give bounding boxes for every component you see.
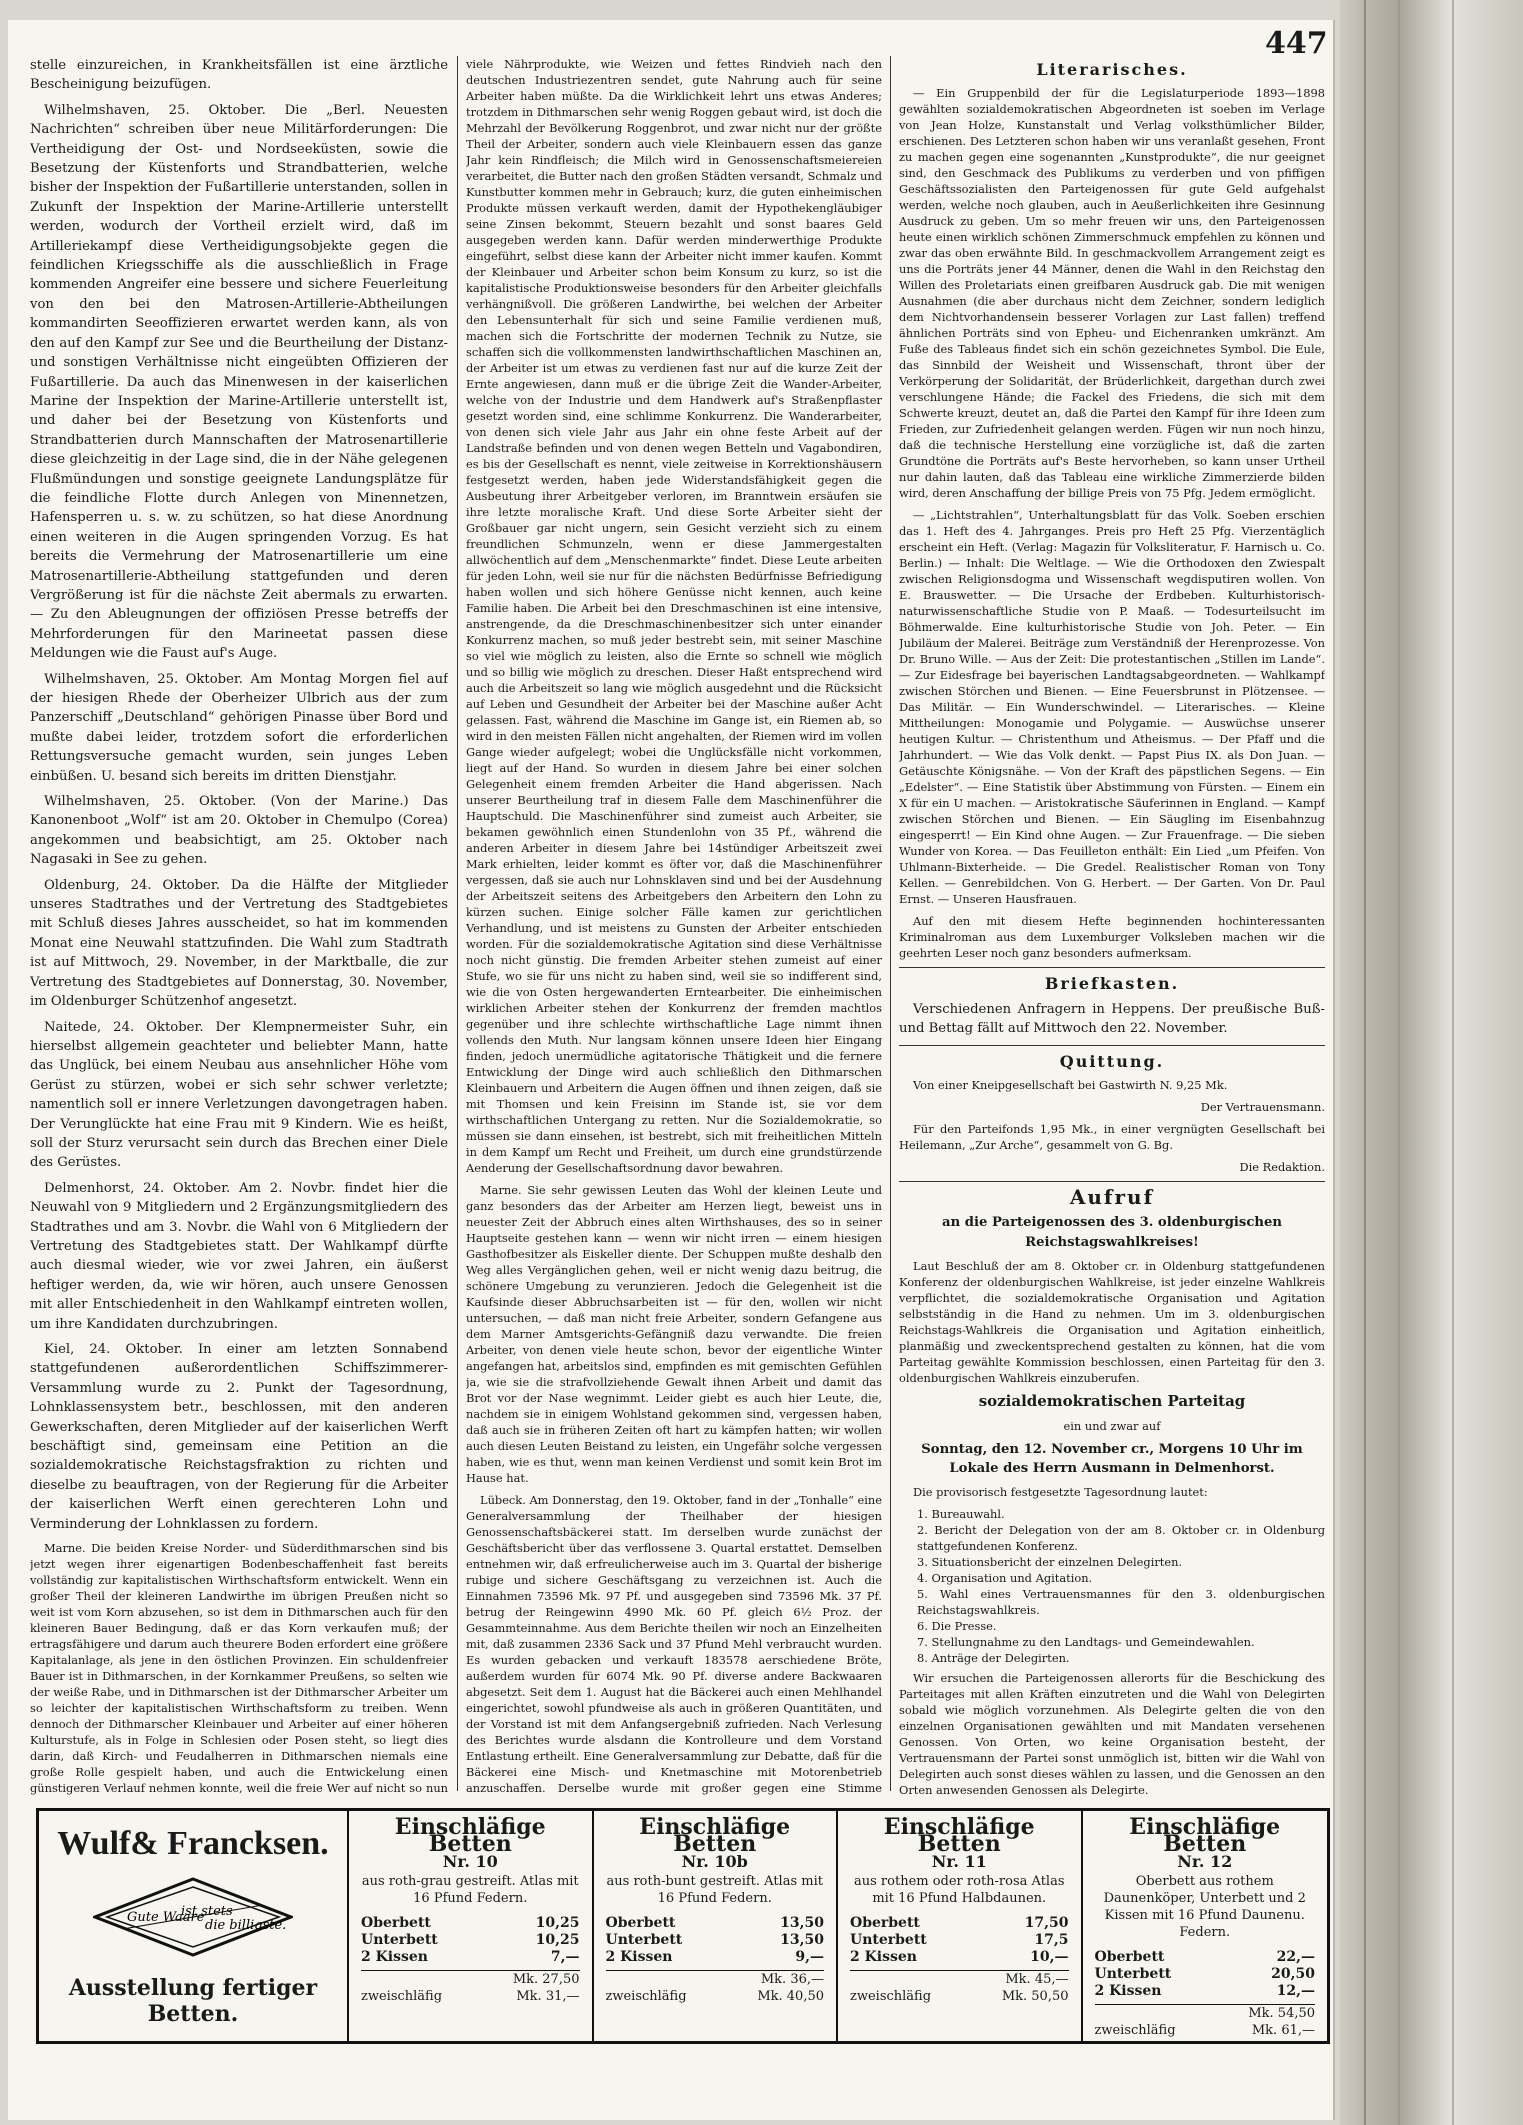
bed-price-row: Oberbett 13,50: [605, 1915, 824, 1931]
divider: [899, 1181, 1325, 1182]
aufruf-heading: Aufruf: [1069, 1185, 1155, 1210]
column-2: [466, 56, 882, 1796]
bed-number: Nr. 11: [931, 1852, 987, 1871]
article-paragraph-small: Marne. Sie sehr gewissen Leuten das Wohl der kleinen Leute und ganz besonders das der Arbeiter am Herzen liegt, beweist uns in neuester Zeit der Abbruch eines alten Wirthshauses, des so in seiner Hauptseite gestehen kann — wenn wir nicht irren — einem hiesigen Gasthofbesitzer als Eiskeller diente. Der Schuppen mußte deshalb den Weg alles Vergänglichen gehen, weil er nicht wenig dazu beitrug, die schönere Umgebung zu verunzieren. Jedoch die Gelegenheit ist die Kaufsinde dieser Abbruchsarbeiten ist — für den, wollen wir nicht untersuchen, — daß man nicht freie Arbeiter, sondern Gefangene aus dem Marner Amtsgerichts-Gefängniß dazu verwandte. Die freien Arbeiter, von denen viele heute schon, bevor der eigentliche Winter angefangen hat, arbeitslos sind, empfinden es mit gemischten Gefühlen ja, wie sie die strafvollziehende Gewalt ihnen Arbeit und damit das Brot vor der Nase wegnimmt. Leider giebt es auch hier Leute, die, nachdem sie in einigem Wohlstand gekommen sind, vergessen haben, daß auch sie in früheren Zeiten oft hart zu kämpfen hatten; wir wollen auch diesen Leuten Beistand zu leisten, ein Ungefähr solche vergessen haben, wie es thut, wenn man keinen Verdienst und somit kein Brot im Hause hat.: [466, 1183, 882, 1485]
column-rule: [457, 56, 458, 1791]
bed-price-row: 2 Kissen 12,—: [1094, 1983, 1315, 1999]
article-paragraph-small: Lübeck. Am Donnerstag, den 19. Oktober, fand in der „Tonhalle“ eine Generalversammlung der Theilhaber der hiesigen Genossenschaftsbäckerei statt. Im derselben wurde zunächst der Geschäftsbericht über das verflossene 3. Quartal erstattet. Demselben entnehmen wir, daß erfreulicherweise auch im 3. Quartal der bisherige rubige und sichere Geschäftsgang zu verzeichnen ist. Auch die Einnahmen 73596 Mk. 97 Pf. und ausgegeben sind 73596 Mk. 37 Pf. betrug der Reingewinn 4990 Mk. 60 Pf. gleich 6½ Proz. der Gesammteinnahme. Aus dem Berichte theilen wir noch an Einzelheiten mit, daß zusammen 2336 Sack und 37 Pfund Mehl verbraucht wurden. Es wurden gebacken und verkauft 183578 aerschiedene Bröte, außerdem wurden für 6074 Mk. 90 Pf. diverse andere Backwaaren abgesetzt. Seit dem 1. August hat die Bäckerei auch einen Mehlhandel eingerichtet, sowohl pfundweise als auch in größeren Quantitäten, und der Vorstand ist mit dem Anfangsergebniß zufrieden. Nach Verlesung des Berichtes wurde alsdann die Kontrolleure und dem Vorstand Entlastung ertheilt. Eine Generalversammlung zur Debatte, daß für die Bäckerei eine Misch- und Knetmaschine mit Motorenbetrieb anzuschaffen. Derselbe wurde mit großer gegen eine Stimme: [466, 1493, 882, 1795]
page-number: 447: [1265, 26, 1328, 61]
ad-tagline: Ausstellung fertiger Betten.: [68, 1975, 318, 2027]
tagesordnung-item: 2. Bericht der Delegation von der am 8. Oktober cr. in Oldenburg stattgefundenen Konferenz.: [917, 1523, 1325, 1554]
article-paragraph: stelle einzureichen, in Krankheitsfällen ist eine ärztliche Bescheinigung beizufügen.: [30, 58, 448, 93]
briefkasten-heading: Briefkasten.: [1044, 974, 1180, 994]
literarisches-paragraph: Auf den mit diesem Hefte beginnenden hochinteressanten Kriminalroman aus dem Luxemburger Volksleben machen wir die geehrten Leser noch ganz besonders aufmerksam.: [899, 914, 1325, 961]
bed-alt-price: zweischläfig Mk. 31,—: [361, 1989, 580, 2004]
parteitag-date: Sonntag, den 12. November cr., Morgens 10 Uhr im Lokale des Herrn Ausmann in Delmenhorst.: [921, 1441, 1303, 1477]
quittung-line: Von einer Kneipgesellschaft bei Gastwirth N. 9,25 Mk.: [913, 1078, 1228, 1093]
bed-number: Nr. 10b: [681, 1852, 748, 1871]
literarisches-paragraph: — Ein Gruppenbild der für die Legislaturperiode 1893—1898 gewählten sozialdemokratischen Abgeordneten ist soeben im Verlage von Jean Holze, Kunstanstalt und Verlag volksthümlicher Bilder, erschienen. Des Letzteren schon haben wir uns veranlaßt gesehen, Front zu machen gegen eine sogenannten „Kunstprodukte“, die nur geeignet sind, den Geschmack des Publikums zu verderben und von pfiffigen Geschäftssozialisten den Parteigenossen für gute Geld aufgehalst werden, welche noch glauben, auch in Aeußerlichkeiten ihre Gesinnung Ausdruck zu geben. Um so mehr freuen wir uns, den Parteigenossen heute einen wirklich schönen Zimmerschmuck empfehlen zu können und zwar das oben erwähnte Bild. In geschmackvollem Arrangement zeigt es uns die Porträts jener 44 Männer, denen die Wahl in den Reichstag den Willen des Proletariats einen greifbaren Ausdruck gab. Die mit wenigen Ausnahmen (die aber durchaus nicht dem Zeichner, sondern lediglich dem Nichtvorhandensein besserer Vorlagen zur Last fallen) treffend ähnlichen Porträts sind von Epheu- und Eichenranken umkränzt. Am Fuße des Tableaus findet sich ein schön gezeichnetes Symbol. Die Eule, das Sinnbild der Weisheit und Wissenschaft, thront über der Verkörperung der Solidarität, der Brüderlichkeit, dargethan durch zwei verschlungene Hände; die Fackel des Friedens, die sich mit dem Schwerte kreuzt, deutet an, daß die Partei den Kampf für ihre Ideen zum Frieden, zur Zufriedenheit gelangen werden. Fügen wir nun noch hinzu, daß die technische Herstellung eine vorzügliche ist, daß die zarten Grundtöne die Porträts auf's Beste hervorheben, so kann unser Urtheil nur dahin lauten, daß das Tableau eine wirkliche Zimmerzierde bilden wird, deren Anschaffung der billige Preis von 75 Pfg. Jedem ermöglicht.: [899, 86, 1325, 501]
tagesordnung-item: 3. Situationsbericht der einzelnen Delegirten.: [917, 1555, 1183, 1570]
bed-title: Einschläfige Betten: [1129, 1814, 1281, 1857]
ad-brand-name: Wulf& Francksen.: [57, 1825, 329, 1862]
tagesordnung-item: 7. Stellungnahme zu den Landtags- und Gemeindewahlen.: [917, 1635, 1255, 1650]
divider: [899, 1045, 1325, 1046]
tagesordnung-list: [899, 1506, 1325, 1666]
quittung-signature: Die Redaktion.: [1239, 1160, 1325, 1175]
bed-price-row: Unterbett 10,25: [361, 1932, 580, 1948]
bed-price-row: Unterbett 17,5: [850, 1932, 1069, 1948]
ad-slogan-b: ist stets: [181, 1904, 233, 1919]
article-paragraph-small: viele Nährprodukte, wie Weizen und fettes Rindvieh nach den deutschen Industriezentren sendet, gute Nahrung auch für seine Arbeiter haben müßte. Da die Wirklichkeit lehrt uns etwas Anderes; trotzdem in Dithmarschen sehr wenig Roggen gebaut wird, ist doch die Mehrzahl der Bevölkerung Roggenbrot, und zwar nicht nur der größte Theil der Arbeiter, sondern auch viele Kleinbauern essen das ganze Jahr kein Rindfleisch; die Milch wird in Genossenschaftsmeiereien verarbeitet, die Butter nach den großen Städten versandt, Schmalz und Kunstbutter kommen mehr in Gebrauch; kurz, die guten einheimischen Produkte müssen verkauft werden, damit der Hypothekengläubiger seine Zinsen bekommt, Steuern bezahlt und sonst baares Geld ausgegeben werden kann. Dafür werden minderwerthige Produkte eingeführt, selbst diese kann der Arbeiter nicht immer kaufen. Kommt der Kleinbauer und Arbeiter schon beim Konsum zu kurz, so ist die kapitalistische Produktionsweise besonders für den Arbeiter gleichfalls verhängnißvoll. Die größeren Landwirthe, bei welchen der Arbeiter den Lebensunterhalt für sich und seine Familie verdienen muß, machen sich die Fortschritte der modernen Technik zu Nutze, sie schaffen sich die vollkommensten landwirthschaftlichen Maschinen an, der Arbeiter ist um etwas zu verdienen fast nur auf die kurze Zeit der Ernte angewiesen, dann muß er die übrige Zeit die Wander-Arbeiter, welche von der Industrie und dem Handwerk auf's Straßenpflaster gesetzt worden sind, eine schlimme Konkurrenz. Die Wanderarbeiter, von denen sich viele Jahr aus Jahr ein ohne feste Arbeit auf der Landstraße befinden und von denen wegen Betteln und Vagabondiren, es bis der Gesellschaft es nennt, viele zeitweise in Korrektionshäusern festgesetzt werden, haben jede Widerstandsfähigkeit gegen die Ausbeutung ihrer Arbeitgeber verloren, im Branntwein ersäufen sie ihre letzte moralische Kraft. Und diese Sorte Arbeiter sieht der Großbauer gar nicht ungern, sein Gesicht verzieht sich zu einem freundlichen Schmunzeln, wenn er diese Jammergestalten allwöchentlich auf dem „Menschenmarkte“ findet. Diese Leute arbeiten für jeden Lohn, weil sie nur für die nächsten Bedürfnisse Befriedigung haben wollen und sich höhere Genüsse nicht kennen, auch keine Familie haben. Die Arbeit bei den Dreschmaschinen ist eine intensive, anstrengende, da die Dreschmaschinenbesitzer sich unter einander Konkurrenz machen, so muß jeder bestrebt sein, mit seiner Maschine so viel wie möglich zu leisten, also die Ernte so schnell wie möglich und so billig wie möglich zu dreschen. Dieser Haßt entsprechend wird auch die Arbeitszeit so lang wie möglich ausgedehnt und die Rücksicht auf Leben und Gesundheit der Arbeiter bei der Maschine außer Acht gelassen. Fast, während die Maschine im Gange ist, ein Riemen ab, so wird in den meisten Fällen nicht angehalten, der Riemen wird im vollen Gange wieder aufgelegt; wobei die Unglücksfälle nicht vorkommen, liegt auf der Hand. So wurden in diesem Jahre bei einer solchen Gelegenheit einem fremden Arbeiter die Hand abgerissen. Nach unserer Beurtheilung traf in diesem Falle dem Maschinenführer die Hauptschuld. Die Maschinenführer sind zumeist auch Arbeiter, sie bekamen gewöhnlich einen Stundenlohn von 35 Pf., während die anderen Arbeiter in diesem Jahre bei 14stündiger Arbeitszeit zwei Mark erhielten, leider kommt es öfter vor, daß die Maschinenführer vergessen, daß sie auch nur Lohnsklaven sind und bei der Ausdehnung der Arbeitszeit seitens des Arbeitgebers den Arbeitern den Lohn zu kürzen suchen. Einige solcher Fälle kamen zur gerichtlichen Verhandlung, und ist meistens zu Gunsten der Arbeiter entschieden worden. Für die sozialdemokratische Agitation sind diese Verhältnisse noch nicht günstig. Die fremden Arbeiter stehen zumeist auf einer Stufe, wo sie für uns nicht zu haben sind, weil sie so indifferent sind, wie die von Osten hergewanderten Erntearbeiter. Die einheimischen wirklichen Arbeiter stehen der Konkurrenz der fremden machtlos gegenüber und ihre schlechte wirthschaftliche Lage nimmt ihnen vollends den Muth. Nur langsam können unsere Ideen hier Eingang finden, jedoch unermüdliche agitatorische Thätigkeit und die fernere Entwicklung der Dinge wird auch schließlich den Dithmarschen Kleinbauern und Arbeitern die Augen öffnen und ihnen zeigen, daß sie mit Thomsen und kein Freisinn im Stande ist, sie vor dem wirthschaftlichen Untergang zu retten. Nur die Sozialdemokratie, so müssen sie dann einsehen, ist bestrebt, sich mit freiheitlichen Mitteln in dem Kampf um Recht und Freiheit, um durch eine grundstürzende Aenderung der Gesellschaftsordnung davor bewahren.: [466, 57, 882, 1175]
quittung-heading: Quittung.: [1059, 1051, 1165, 1071]
bed-price-row: Unterbett 13,50: [605, 1932, 824, 1948]
bed-alt-price: zweischläfig Mk. 40,50: [605, 1989, 824, 2004]
quittung-line: Für den Parteifonds 1,95 Mk., in einer vergnügten Gesellschaft bei Heilemann, „Zur Arche“, gesammelt von G. Bg.: [899, 1122, 1325, 1153]
article-paragraph: Wilhelmshaven, 25. Oktober. (Von der Marine.) Das Kanonenboot „Wolf“ ist am 20. Oktober in Chemulpo (Corea) angekommen und beabsichtigt, am 25. Oktober nach Nagasaki in See zu gehen.: [30, 794, 448, 868]
bed-offer: [1083, 1811, 1328, 2041]
book-binding: [1340, 0, 1523, 2125]
bed-description: Oberbett aus rothem Daunenköper, Unterbett und 2 Kissen mit 16 Pfund Daunenu. Federn.: [1103, 1874, 1306, 1940]
aufruf-ending: Wir ersuchen die Parteigenossen allerorts für die Beschickung des Parteitages mit allen Kräften einzutreten und die Wahl von Delegirten sobald wie möglich vorzunehmen. Als Delegirte gelten die von den einzelnen Organisationen gewählten und mit Mandaten versehenen Genossen. Von Orten, wo keine Organisation besteht, der Vertrauensmann der Partei sonst unmöglich ist, bitten wir die Wahl von Delegirten auch sonst dieses wählen zu lassen, und die Genossen an den Orten anwesenden Genossen als Delegirte.: [899, 1671, 1325, 1798]
ad-slogan-a: Gute Waare: [127, 1910, 205, 1925]
slogan-lozenge-icon: [93, 1877, 293, 1957]
tagesordnung-item: 6. Die Presse.: [917, 1619, 997, 1634]
column-1: [30, 56, 448, 1796]
article-paragraph: Wilhelmshaven, 25. Oktober. Die „Berl. Neuesten Nachrichten“ schreiben über neue Militärforderungen: Die Vertheidigung der Ost- und Nordseeküsten, sowie die Besetzung der Küstenforts und Strandbatterien, welche bisher der Inspektion der Fußartillerie unterstanden, sollen in Zukunft der Inspektion der Marine-Artillerie unterstellt werden, wodurch der Vortheil erzielt wird, daß im Artilleriekampf diese Vertheidigungsobjekte gegen die feindlichen Kriegsschiffe als die ausschließlich in Frage kommenden Angreifer eine bessere und sichere Feuerleitung von den bei den Matrosen-Artillerie-Abtheilungen kommandirten Seeoffizieren erwartet werden kann, als von den auf den Kampf zur See und die Beurtheilung der Distanz- und sonstigen Verhältnisse nicht eingeübten Offizieren der Fußartillerie. Da auch das Minenwesen in der kaiserlichen Marine der Inspektion der Marine-Artillerie unterstellt ist, und daher bei der Besetzung von Küstenforts und Strandbatterien durch Mannschaften der Matrosenartillerie diese gleichzeitig in der Lage sind, die in der Nähe gelegenen Flußmündungen und sonstige geeignete Landungsplätze für die feindliche Flotte durch Anlegen von Minennetzen, Hafensperren u. s. w. zu schützen, so hat diese Anordnung einen weiteren in die Augen springenden Vorzug. Es hat bereits die Vermehrung der Matrosenartillerie um eine Matrosenartillerie-Abtheilung stattgefunden und deren Vergrößerung ist für die nächste Zeit abermals zu erwarten. — Zu den Ableugnungen der offiziösen Presse betreffs der Mehrforderungen für den Marineetat passen diese Meldungen wie die Faust auf's Auge.: [30, 102, 448, 662]
bed-title: Einschläfige Betten: [639, 1814, 791, 1857]
bed-price-row: 2 Kissen 9,—: [605, 1949, 824, 1965]
briefkasten-text: Verschiedenen Anfragern in Heppens. Der preußische Buß- und Bettag fällt auf Mittwoch den 22. November.: [899, 1001, 1325, 1037]
bed-price-row: Unterbett 20,50: [1094, 1966, 1315, 1982]
bed-title: Einschläfige Betten: [394, 1814, 546, 1857]
bed-price-row: Oberbett 10,25: [361, 1915, 580, 1931]
aufruf-subheading: an die Parteigenossen des 3. oldenburgischen Reichstagswahlkreises!: [942, 1215, 1282, 1250]
bed-offer: [838, 1811, 1083, 2041]
bed-total: Mk. 36,—: [606, 1970, 825, 1988]
literarisches-paragraph: — „Lichtstrahlen“, Unterhaltungsblatt für das Volk. Soeben erschien das 1. Heft des 4. Jahrganges. Preis pro Heft 25 Pfg. Vierzentäglich erscheint ein Heft. (Verlag: Magazin für Volksliteratur, F. Harnisch u. Co. Berlin.) — Inhalt: Die Weltlage. — Wie die Orthodoxen den Zwiespalt zwischen Religionsdogma und Wissenschaft wegdisputiren wollen. Von E. Brauswetter. — Die Ursache der Erdbeben. Kulturhistorisch-naturwissenschaftliche Studie von P. Maaß. — Todesurteilsucht im Böhmerwalde. Eine kulturhistorische Studie von Joh. Peter. — Ein Jubiläum der Malerei. Beiträge zum Verständniß der Herenprozesse. Von Dr. Bruno Wille. — Aus der Zeit: Die protestantischen „Stillen im Lande“. — Zur Eidesfrage bei bayerischen Landtagsabgeordneten. — Wahlkampf zwischen Störchen und Bienen. — Eine Feuersbrunst in Plötzensee. — Das Militär. — Ein Wunderschwindel. — Literarisches. — Kleine Mittheilungen: Monogamie und Polygamie. — Auswüchse unserer heutigen Kultur. — Christenthum und Atheismus. — Der Pfaff und die Jahrhundert. — Wie das Volk denkt. — Papst Pius IX. als Don Juan. — Getäuschte Königsnähe. — Von der Kraft des päpstlichen Segens. — Ein „Edelster“. — Eine Statistik über Abstimmung von Fürsten. — Einem ein X für ein U machen. — Aristokratische Säuferinnen in England. — Kampf zwischen Störchen und Bienen. — Ein Säugling im Eisenbahnzug eingesperrt! — Ein Kind ohne Augen. — Zur Frauenfrage. — Die sieben Wunder von Korea. — Das Feuilleton enthält: Ein Lied „um Pfeifen. Von Uhlmann-Bixterheide. — Die Gredel. Realistischer Roman von Tony Kellen. — Genrebildchen. Von G. Herbert. — Der Garten. Von Dr. Paul Ernst. — Unseren Hausfrauen.: [899, 508, 1325, 907]
bed-number: Nr. 12: [1177, 1852, 1233, 1871]
divider: [899, 967, 1325, 968]
bed-advertisement: [36, 1808, 1330, 2044]
article-paragraph-small: Marne. Die beiden Kreise Norder- und Süderdithmarschen sind bis jetzt wegen ihrer eigenartigen Bodenbeschaffenheit fast bereits vollständig zur kapitalistischen Wirthschaftsform entwickelt. Wenn ein großer Theil der kleineren Landwirthe im übrigen Preußen nicht so weit ist vom Korn abzusehen, so ist dem in Dithmarschen auch für den kleineren Bauer Bedingung, daß er das Korn verkaufen muß; der ertragsfähigere und darum auch theurere Boden erfordert eine größere Kapitalanlage, als jene in den östlichen Provinzen. Ein schuldenfreier Bauer ist in Dithmarschen, in der Kornkammer Preußens, so selten wie der weiße Rabe, und in Dithmarschen ist der Dithmarscher Arbeiter um so leichter der kapitalistischen Wirthschaftsform zu treiben. Wenn dennoch der Dithmarscher Kleinbauer und Arbeiter auf einer höheren Kulturstufe, als in Folge in Schlesien oder Posen steht, so liegt dies darin, daß Kirch- und Feudalherren in Dithmarschen niemals eine große Rolle gespielt haben, und auch die Entwickelung einen günstigeren Verlauf nehmen konnte, weil die freie Wer auf nicht so nun: [30, 1541, 448, 1796]
ad-slogan-c: die billigste.: [205, 1918, 287, 1933]
bed-total: Mk. 54,50: [1095, 2004, 1316, 2022]
bed-title: Einschläfige Betten: [883, 1814, 1035, 1857]
bed-total: Mk. 45,—: [850, 1970, 1069, 1988]
tagesordnung-item: 4. Organisation und Agitation.: [917, 1571, 1093, 1586]
bed-price-row: 2 Kissen 10,—: [850, 1949, 1069, 1965]
tagesordnung-item: 1. Bureauwahl.: [917, 1507, 1005, 1522]
ad-brand-panel: [39, 1811, 349, 2041]
column-rule: [890, 56, 891, 1791]
tagesordnung-intro: Die provisorisch festgesetzte Tagesordnung lautet:: [913, 1485, 1208, 1500]
bed-price-row: 2 Kissen 7,—: [361, 1949, 580, 1965]
bed-number: Nr. 10: [442, 1852, 498, 1871]
article-paragraph: Delmenhorst, 24. Oktober. Am 2. Novbr. findet hier die Neuwahl von 9 Mitgliedern und 2 Ergänzungsmitgliedern des Stadtrathes und am 3. Novbr. die Wahl von 6 Mitgliedern der Vertretung des Stadtgebietes statt. Der Wahlkampf dürfte auch diesmal wieder, wie vor zwei Jahren, ein äußerst heftiger werden, da, wie wir hören, auch unsere Genossen mit aller Entschiedenheit in den Wahlkampf eintreten wollen, um ihre Kandidaten durchzubringen.: [30, 1180, 448, 1332]
bed-offer: [349, 1811, 594, 2041]
bed-price-row: Oberbett 22,—: [1094, 1949, 1315, 1965]
parteitag-line: ein und zwar auf: [1063, 1418, 1161, 1433]
bed-alt-price: zweischläfig Mk. 50,50: [850, 1989, 1069, 2004]
bed-description: aus roth-bunt gestreift. Atlas mit 16 Pfund Federn.: [606, 1874, 823, 1906]
bed-price-row: Oberbett 17,50: [850, 1915, 1069, 1931]
bed-offer: [594, 1811, 839, 2041]
article-paragraph: Naitede, 24. Oktober. Der Klempnermeister Suhr, ein hierselbst allgemein geachteter und beliebter Mann, hatte das Unglück, bei einem Neubau aus ansehnlicher Höhe vom Gerüst zu stürzen, wobei er sich sehr schwer verletzte; namentlich soll er innere Verletzungen davongetragen haben. Der Verunglückte hat eine Frau mit 9 Kindern. Wie es heißt, soll der Sturz verursacht sein durch das Brechen einer Diele des Gerüstes.: [30, 1019, 448, 1171]
bed-description: aus rothem oder roth-rosa Atlas mit 16 Pfund Halbdaunen.: [854, 1874, 1065, 1906]
aufruf-body: Laut Beschluß der am 8. Oktober cr. in Oldenburg stattgefundenen Konferenz der oldenburgischen Wahlkreise, ist jeder einzelne Wahlkreis verpflichtet, die sozialdemokratische Organisation und Agitation selbstständig in die Hand zu nehmen. Um im 3. oldenburgischen Reichstags-Wahlkreis die Organisation und Agitation einheitlich, planmäßig und zweckentsprechend gestalten zu können, hat die vom Parteitag gewählte Kommission beschlossen, einen Parteitag für den 3. oldenburgischen Wahlkreis einzuberufen.: [899, 1259, 1325, 1386]
article-paragraph: Oldenburg, 24. Oktober. Da die Hälfte der Mitglieder unseres Stadtrathes und der Vertretung des Stadtgebietes mit Schluß dieses Jahres ausscheidet, so hat im kommenden Monat eine Neuwahl stattzufinden. Die Wahl zum Stadtrath ist auf Mittwoch, 29. November, in der Marktballe, die zur Vertretung des Stadtgebietes auf Donnerstag, 30. November, im Oldenburger Schützenhof angesetzt.: [30, 877, 448, 1010]
literarisches-heading: Literarisches.: [1036, 60, 1188, 79]
bed-alt-price: zweischläfig Mk. 61,—: [1094, 2023, 1315, 2038]
bed-description: aus roth-grau gestreift. Atlas mit 16 Pfund Federn.: [361, 1874, 579, 1906]
article-paragraph: Wilhelmshaven, 25. Oktober. Am Montag Morgen fiel auf der hiesigen Rhede der Oberheizer Ulbrich aus der zum Panzerschiff „Deutschland“ gehörigen Pinasse über Bord und mußte dabei leider, trotzdem sofort die erforderlichen Rettungsversuche gemacht wurden, sein junges Leben einbüßen. U. besand sich bereits im dritten Dienstjahr.: [30, 671, 448, 784]
quittung-signature: Der Vertrauensmann.: [1200, 1100, 1325, 1115]
column-3: [899, 56, 1325, 1801]
parteitag-heading: sozialdemokratischen Parteitag: [978, 1392, 1246, 1411]
article-paragraph: Kiel, 24. Oktober. In einer am letzten Sonnabend stattgefundenen außerordentlichen Schiffszimmerer-Versammlung wurde zu 2. Punkt der Tagesordnung, Lohnklassensystem betr., beschlossen, mit den anderen Gewerkschaften, deren Mitglieder auf der kaiserlichen Werft beschäftigt sind, gemeinsam eine Petition an die sozialdemokratische Reichstagsfraktion zu richten und dieselbe zu beauftragen, von der Regierung für die Arbeiter der kaiserlichen Werft einen gerechteren Lohn und Verminderung der Lohnklassen zu fordern.: [30, 1342, 448, 1532]
tagesordnung-item: 8. Anträge der Delegirten.: [917, 1651, 1070, 1666]
bed-total: Mk. 27,50: [361, 1970, 580, 1988]
tagesordnung-item: 5. Wahl eines Vertrauensmannes für den 3. oldenburgischen Reichstagswahlkreis.: [917, 1587, 1325, 1618]
